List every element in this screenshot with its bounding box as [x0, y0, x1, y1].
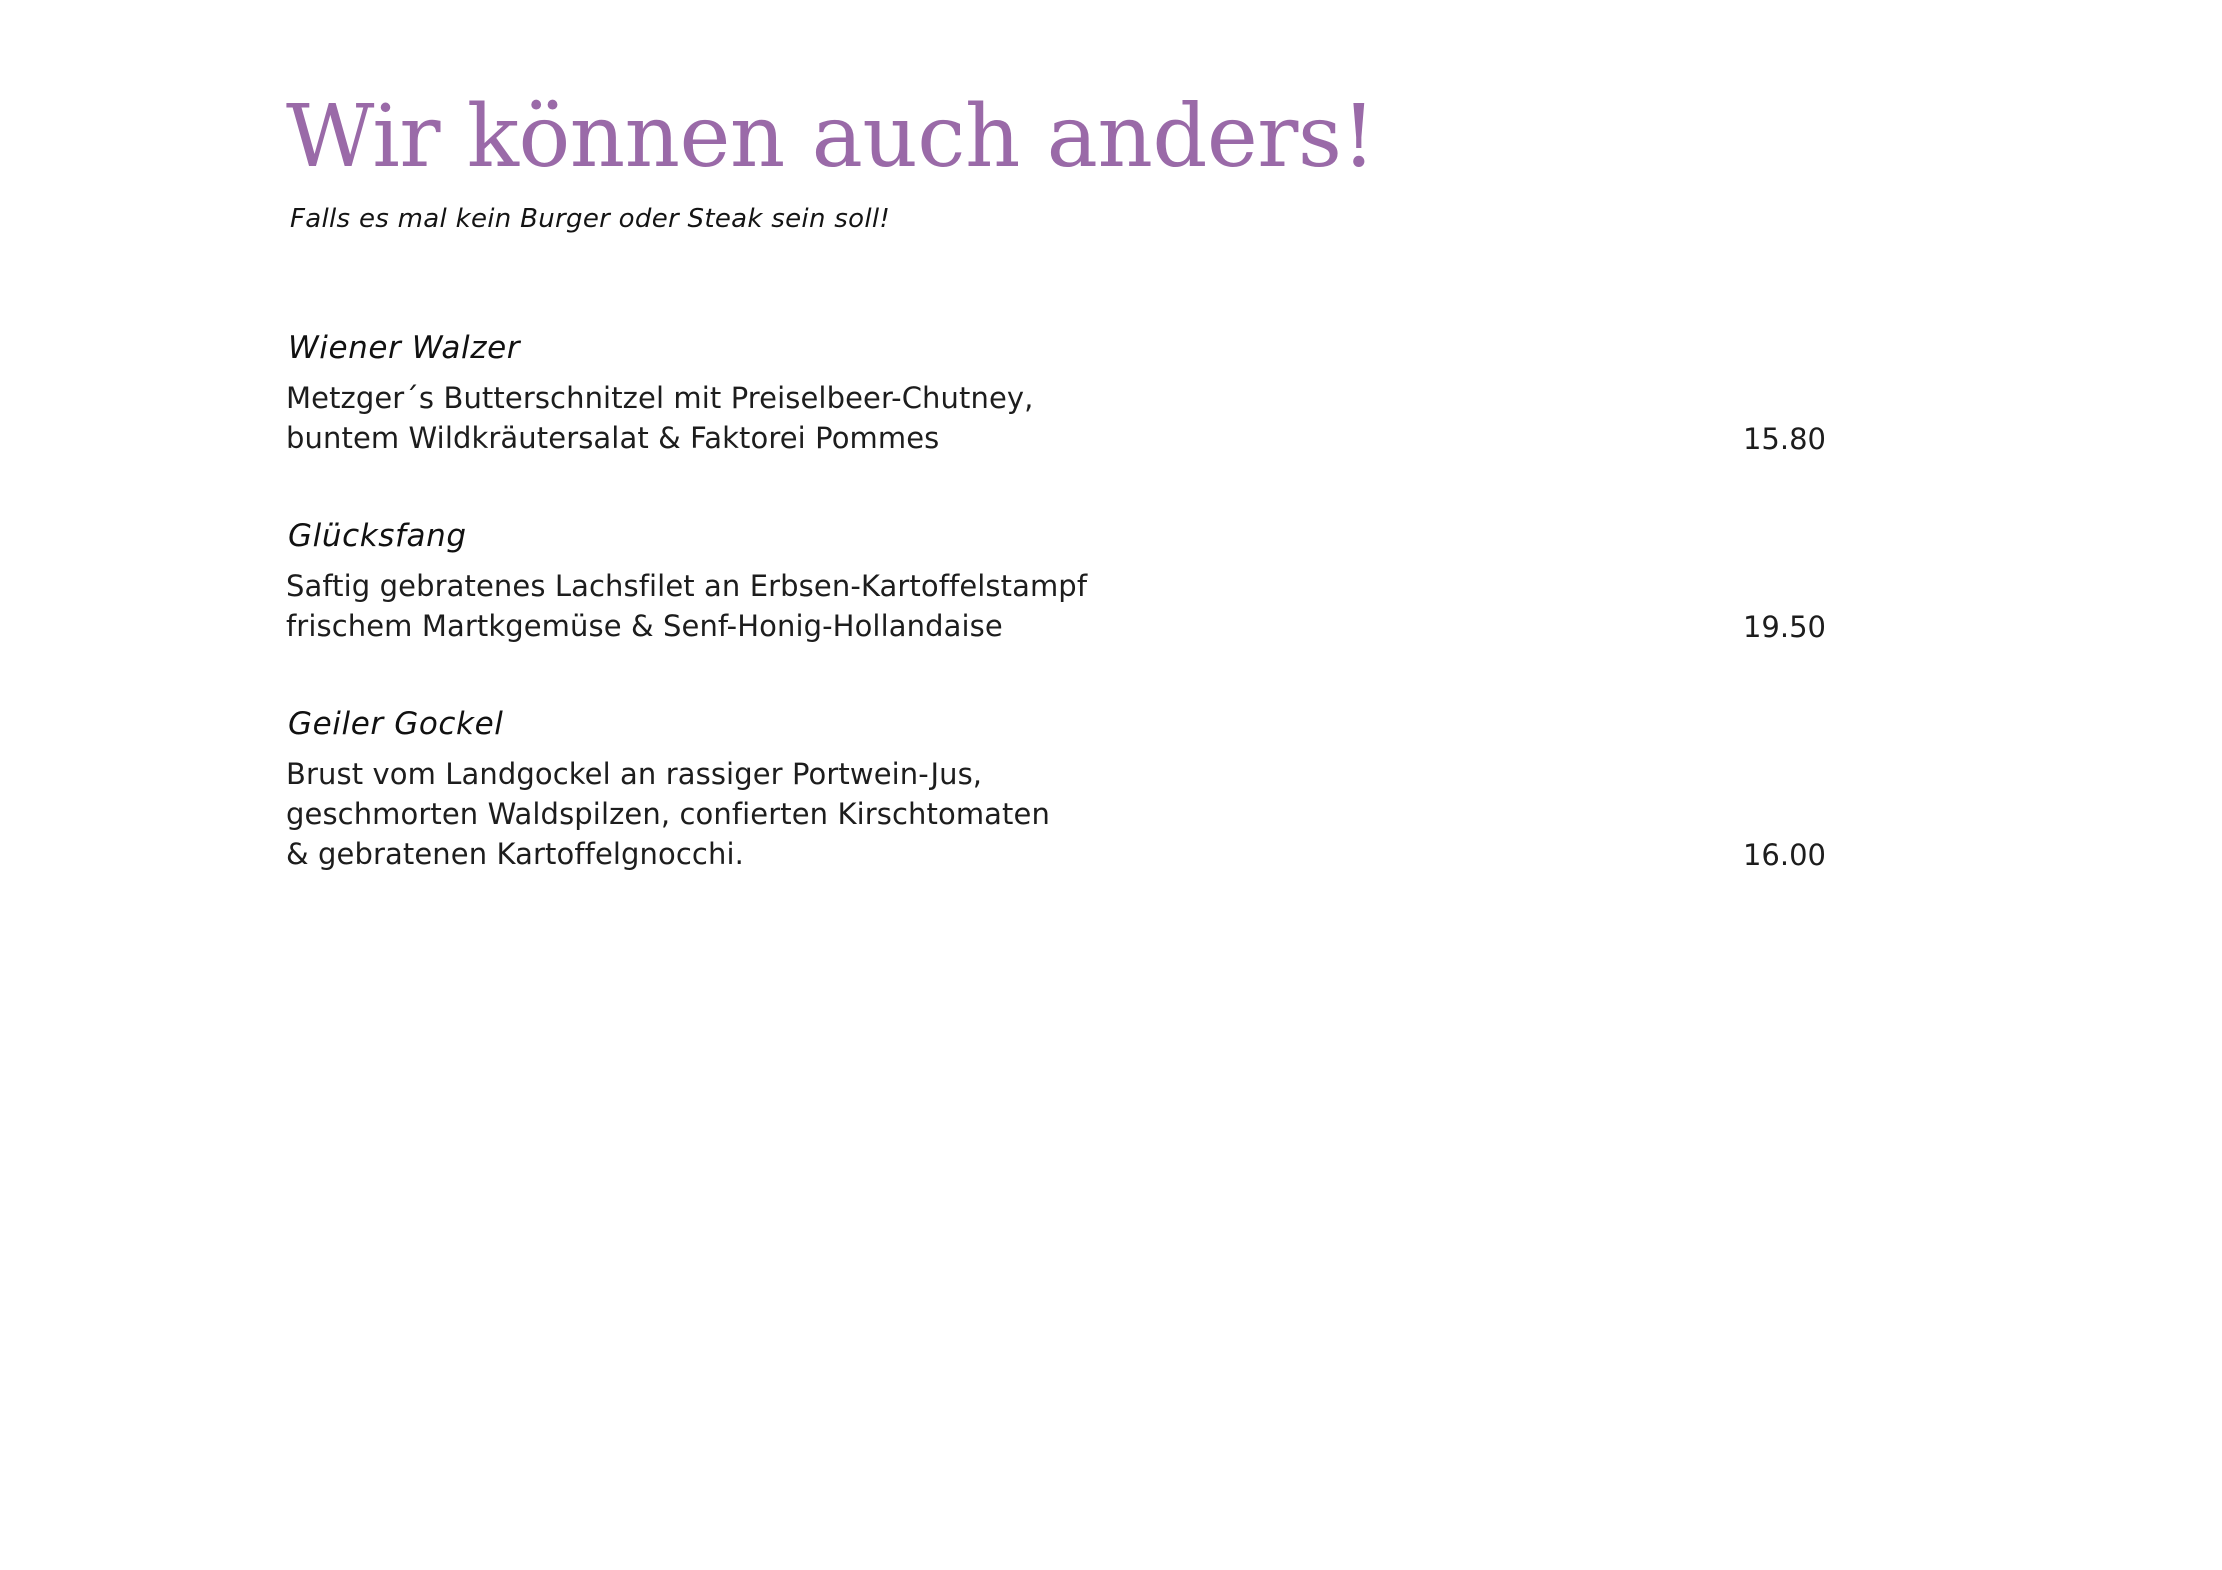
description-line: Brust vom Landgockel an rassiger Portwein-Jus, — [286, 757, 983, 792]
description-line: geschmorten Waldspilzen, confierten Kirschtomaten — [286, 797, 1050, 832]
menu-item — [286, 518, 1826, 646]
menu-item-list — [286, 330, 1826, 874]
page-subtitle: Falls es mal kein Burger oder Steak sein soll! — [290, 204, 891, 235]
menu-item-price: 19.50 — [1742, 610, 1826, 645]
menu-item-name: Wiener Walzer — [288, 330, 521, 367]
menu-item-body — [286, 566, 1826, 646]
menu-item — [286, 330, 1826, 458]
menu-item-price: 16.00 — [1742, 838, 1826, 873]
menu-item-name: Geiler Gockel — [288, 706, 504, 743]
menu-item-description — [286, 754, 1050, 874]
description-line: Saftig gebratenes Lachsfilet an Erbsen-Kartoffelstampf — [286, 569, 1088, 604]
menu-item-name: Glücksfang — [288, 518, 467, 555]
menu-item — [286, 706, 1826, 874]
menu-item-description — [286, 378, 1034, 458]
menu-item-description — [286, 566, 1087, 646]
description-line: buntem Wildkräutersalat & Faktorei Pommes — [286, 421, 940, 456]
description-line: & gebratenen Kartoffelgnocchi. — [286, 837, 744, 872]
description-line: frischem Martkgemüse & Senf-Honig-Hollandaise — [286, 609, 1003, 644]
menu-item-body — [286, 378, 1826, 458]
menu-item-price: 15.80 — [1742, 422, 1826, 457]
menu-item-body — [286, 754, 1826, 874]
page-title: Wir können auch anders! — [286, 87, 1376, 187]
menu-content — [286, 87, 1826, 934]
description-line: Metzger´s Butterschnitzel mit Preiselbeer-Chutney, — [286, 381, 1034, 416]
